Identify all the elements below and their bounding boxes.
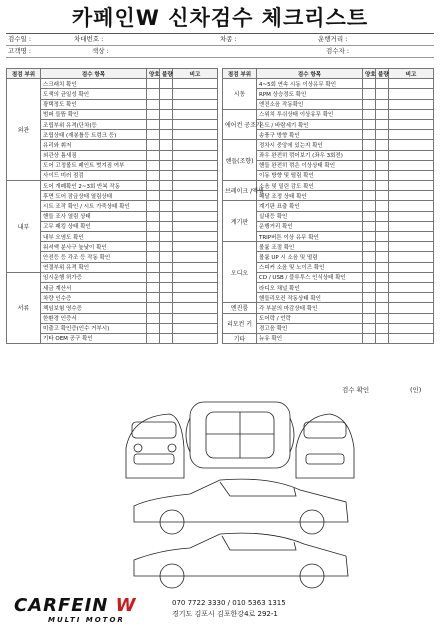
page-title: 카페인W 신차검수 체크리스트 xyxy=(71,6,369,30)
remarks-cell[interactable] xyxy=(173,160,218,170)
bad-checkbox[interactable] xyxy=(160,323,173,333)
check-item: 도색의 균일성 확인 xyxy=(41,89,147,99)
good-checkbox[interactable] xyxy=(363,181,376,191)
good-checkbox[interactable] xyxy=(363,109,376,119)
check-item: 도어 개폐확인 2~3회 반복 작동 xyxy=(41,181,147,191)
good-checkbox[interactable] xyxy=(147,272,160,282)
bad-checkbox[interactable] xyxy=(160,109,173,119)
good-checkbox[interactable] xyxy=(363,252,376,262)
check-item: 라디오 채널 확인 xyxy=(257,282,363,292)
remarks-cell[interactable] xyxy=(389,333,434,343)
bad-checkbox[interactable] xyxy=(376,323,389,333)
remarks-cell[interactable] xyxy=(389,323,434,333)
bad-checkbox[interactable] xyxy=(376,160,389,170)
bad-checkbox[interactable] xyxy=(160,140,173,150)
check-item: 스크래치 확인 xyxy=(41,79,147,89)
remarks-cell[interactable] xyxy=(173,282,218,292)
table-row xyxy=(7,272,218,282)
bad-checkbox[interactable] xyxy=(160,181,173,191)
remarks-cell[interactable] xyxy=(389,119,434,129)
info-row-1 xyxy=(6,34,434,46)
remarks-cell[interactable] xyxy=(173,181,218,191)
bad-checkbox[interactable] xyxy=(376,201,389,211)
right-header-row xyxy=(223,69,434,79)
good-checkbox[interactable] xyxy=(147,313,160,323)
check-item: 한환경 인증서 xyxy=(41,313,147,323)
check-item: 임시운행 허가증 xyxy=(41,272,147,282)
check-item: 각 부분의 마감상태 확인 xyxy=(257,303,363,313)
color-field[interactable]: 색상 : xyxy=(92,47,109,55)
check-item: 미출고 확인증(인수 거부시) xyxy=(41,323,147,333)
check-item: 엔진소음 작동확인 xyxy=(257,99,363,109)
customer-field[interactable]: 고객명 : xyxy=(8,47,32,55)
bad-checkbox[interactable] xyxy=(160,201,173,211)
left-header-row xyxy=(7,69,218,79)
bad-checkbox[interactable] xyxy=(160,191,173,201)
remarks-cell[interactable] xyxy=(389,221,434,231)
bad-checkbox[interactable] xyxy=(160,150,173,160)
phone-numbers: 070 7722 3330 / 010 5363 1315 xyxy=(172,599,286,607)
good-checkbox[interactable] xyxy=(147,150,160,160)
check-item: 페달 조정 상태 확인 xyxy=(257,191,363,201)
good-checkbox[interactable] xyxy=(147,303,160,313)
check-item: 유리와 휘저 xyxy=(41,140,147,150)
good-checkbox[interactable] xyxy=(147,181,160,191)
car-front-view xyxy=(126,414,184,478)
good-checkbox[interactable] xyxy=(363,130,376,140)
remarks-cell[interactable] xyxy=(173,323,218,333)
bad-checkbox[interactable] xyxy=(160,79,173,89)
remarks-cell[interactable] xyxy=(173,191,218,201)
remarks-cell[interactable] xyxy=(389,150,434,160)
bad-checkbox[interactable] xyxy=(376,109,389,119)
category-cell: 외관 xyxy=(7,79,41,181)
bad-checkbox[interactable] xyxy=(376,191,389,201)
check-item: 소음 및 밀린 감도 확인 xyxy=(257,181,363,191)
good-checkbox[interactable] xyxy=(363,150,376,160)
mileage-field[interactable]: 운행거리 : xyxy=(318,35,348,43)
good-checkbox[interactable] xyxy=(147,160,160,170)
bad-checkbox[interactable] xyxy=(160,221,173,231)
good-checkbox[interactable] xyxy=(363,333,376,343)
bad-checkbox[interactable] xyxy=(376,282,389,292)
check-item: 경고음 확인 xyxy=(257,323,363,333)
check-item: 핸들 조사 열림 상태 xyxy=(41,211,147,221)
inspection-date-field[interactable]: 검수일 : xyxy=(8,35,32,43)
check-item: 후면 도어 잠금상태 열림상태 xyxy=(41,191,147,201)
info-row-2 xyxy=(6,46,434,58)
right-header-2: 양호 xyxy=(363,69,376,79)
check-item: 고무 패킹 상태 확인 xyxy=(41,221,147,231)
remarks-cell[interactable] xyxy=(173,211,218,221)
category-cell: 오디오 xyxy=(223,242,257,303)
good-checkbox[interactable] xyxy=(363,293,376,303)
good-checkbox[interactable] xyxy=(147,201,160,211)
good-checkbox[interactable] xyxy=(147,89,160,99)
right-header-4: 비고 xyxy=(389,69,434,79)
bad-checkbox[interactable] xyxy=(160,252,173,262)
remarks-cell[interactable] xyxy=(389,242,434,252)
remarks-cell[interactable] xyxy=(173,89,218,99)
remarks-cell[interactable] xyxy=(389,201,434,211)
remarks-cell[interactable] xyxy=(389,181,434,191)
check-item: 4~5회 연속 시동 이상유무 확인 xyxy=(257,79,363,89)
good-checkbox[interactable] xyxy=(147,211,160,221)
remarks-cell[interactable] xyxy=(389,262,434,272)
bad-checkbox[interactable] xyxy=(160,211,173,221)
bad-checkbox[interactable] xyxy=(160,272,173,282)
check-item: 볼륨 조절 확인 xyxy=(257,242,363,252)
bad-checkbox[interactable] xyxy=(376,313,389,323)
good-checkbox[interactable] xyxy=(147,130,160,140)
check-item: 뉴유 확인 xyxy=(257,333,363,343)
bad-checkbox[interactable] xyxy=(376,333,389,343)
category-cell: 브레이크 /엑셀 xyxy=(223,181,257,201)
remarks-cell[interactable] xyxy=(173,201,218,211)
good-checkbox[interactable] xyxy=(147,282,160,292)
good-checkbox[interactable] xyxy=(363,232,376,242)
bad-checkbox[interactable] xyxy=(376,211,389,221)
check-item: 운행거리 확인 xyxy=(257,221,363,231)
good-checkbox[interactable] xyxy=(147,232,160,242)
category-cell: 리모컨 키 xyxy=(223,313,257,333)
model-field[interactable]: 차종 : xyxy=(220,35,237,43)
remarks-cell[interactable] xyxy=(173,130,218,140)
check-item: 온도 / 바람세기 확인 xyxy=(257,119,363,129)
remarks-cell[interactable] xyxy=(389,79,434,89)
right-checklist xyxy=(222,68,434,344)
check-item: 기타 OEM 공구 확인 xyxy=(41,333,147,343)
good-checkbox[interactable] xyxy=(147,170,160,180)
table-row xyxy=(223,242,434,252)
table-row xyxy=(223,181,434,191)
bad-checkbox[interactable] xyxy=(160,262,173,272)
bad-checkbox[interactable] xyxy=(376,99,389,109)
remarks-cell[interactable] xyxy=(389,109,434,119)
check-item: 볼륨 UP 시 소음 및 떨림 xyxy=(257,252,363,262)
table-row xyxy=(223,109,434,119)
bad-checkbox[interactable] xyxy=(160,303,173,313)
good-checkbox[interactable] xyxy=(363,160,376,170)
remarks-cell[interactable] xyxy=(173,232,218,242)
check-item: 외관상 틈새짐 xyxy=(41,150,147,160)
bad-checkbox[interactable] xyxy=(376,181,389,191)
check-item: 세금 계산서 xyxy=(41,282,147,292)
good-checkbox[interactable] xyxy=(363,282,376,292)
good-checkbox[interactable] xyxy=(363,170,376,180)
category-cell: 엔진룸 xyxy=(223,303,257,313)
good-checkbox[interactable] xyxy=(147,109,160,119)
table-row xyxy=(223,313,434,323)
table-row xyxy=(223,333,434,343)
check-item: 송풍구 방향 확인 xyxy=(257,130,363,140)
remarks-cell[interactable] xyxy=(389,191,434,201)
good-checkbox[interactable] xyxy=(147,99,160,109)
good-checkbox[interactable] xyxy=(363,191,376,201)
left-header-2: 양호 xyxy=(147,69,160,79)
remarks-cell[interactable] xyxy=(173,252,218,262)
bad-checkbox[interactable] xyxy=(376,262,389,272)
bad-checkbox[interactable] xyxy=(160,313,173,323)
bad-checkbox[interactable] xyxy=(160,130,173,140)
bad-checkbox[interactable] xyxy=(160,170,173,180)
check-item: RPM 상승정도 확인 xyxy=(257,89,363,99)
check-item: 범퍼 들뜸 확인 xyxy=(41,109,147,119)
check-item: 실내등 확인 xyxy=(257,211,363,221)
good-checkbox[interactable] xyxy=(363,221,376,231)
remarks-cell[interactable] xyxy=(173,221,218,231)
remarks-cell[interactable] xyxy=(173,333,218,343)
table-row xyxy=(223,303,434,313)
remarks-cell[interactable] xyxy=(389,99,434,109)
bad-checkbox[interactable] xyxy=(376,130,389,140)
table-row xyxy=(223,79,434,89)
remarks-cell[interactable] xyxy=(389,211,434,221)
contact-info xyxy=(172,598,286,619)
category-cell: 에어컨 공조기 xyxy=(223,109,257,140)
good-checkbox[interactable] xyxy=(147,140,160,150)
bad-checkbox[interactable] xyxy=(376,79,389,89)
remarks-cell[interactable] xyxy=(173,293,218,303)
car-rear-view xyxy=(296,414,354,478)
table-row xyxy=(7,181,218,191)
good-checkbox[interactable] xyxy=(363,119,376,129)
category-cell: 계기판 xyxy=(223,201,257,242)
bad-checkbox[interactable] xyxy=(376,232,389,242)
remarks-cell[interactable] xyxy=(173,119,218,129)
vehicle-info-form xyxy=(6,33,434,58)
bad-checkbox[interactable] xyxy=(376,140,389,150)
bad-checkbox[interactable] xyxy=(376,303,389,313)
car-top-view xyxy=(186,402,294,468)
car-side-view-top xyxy=(134,479,348,534)
good-checkbox[interactable] xyxy=(363,242,376,252)
good-checkbox[interactable] xyxy=(147,262,160,272)
remarks-cell[interactable] xyxy=(389,140,434,150)
check-item: 계기판 표출 확인 xyxy=(257,201,363,211)
remarks-cell[interactable] xyxy=(389,293,434,303)
good-checkbox[interactable] xyxy=(147,242,160,252)
good-checkbox[interactable] xyxy=(147,323,160,333)
left-header-0: 점검 부위 xyxy=(7,69,41,79)
bad-checkbox[interactable] xyxy=(160,333,173,343)
address: 경기도 김포시 김포한강4로 292-1 xyxy=(172,609,278,618)
remarks-cell[interactable] xyxy=(173,109,218,119)
good-checkbox[interactable] xyxy=(363,272,376,282)
inspector-field[interactable]: 검수자 : xyxy=(326,47,350,55)
good-checkbox[interactable] xyxy=(363,313,376,323)
remarks-cell[interactable] xyxy=(389,160,434,170)
category-cell: 시동 xyxy=(223,79,257,110)
category-cell: 서류 xyxy=(7,272,41,343)
car-side-view-bottom xyxy=(134,533,348,588)
category-cell: 기타 xyxy=(223,333,257,343)
good-checkbox[interactable] xyxy=(363,262,376,272)
good-checkbox[interactable] xyxy=(363,140,376,150)
remarks-cell[interactable] xyxy=(389,303,434,313)
left-checklist xyxy=(6,68,218,344)
check-item: 핸들 완전히 꺾은 이상상태 확인 xyxy=(257,160,363,170)
good-checkbox[interactable] xyxy=(363,79,376,89)
remarks-cell[interactable] xyxy=(173,272,218,282)
check-item: 도어 고정볼트 페인트 벗겨짐 여부 xyxy=(41,160,147,170)
remarks-cell[interactable] xyxy=(173,313,218,323)
check-item: 스위치 투쉬상태 이상유무 확인 xyxy=(257,109,363,119)
bad-checkbox[interactable] xyxy=(376,252,389,262)
good-checkbox[interactable] xyxy=(147,293,160,303)
good-checkbox[interactable] xyxy=(363,323,376,333)
bad-checkbox[interactable] xyxy=(160,119,173,129)
check-item: TRIP버튼 이상 유무 확인 xyxy=(257,232,363,242)
good-checkbox[interactable] xyxy=(147,333,160,343)
inspection-confirm-label: 검수 확인 xyxy=(342,386,370,394)
check-item: 워셔액 분사구 높낮이 확인 xyxy=(41,242,147,252)
check-item: 이동 방향 및 떨림 확인 xyxy=(257,170,363,180)
remarks-cell[interactable] xyxy=(173,150,218,160)
bad-checkbox[interactable] xyxy=(376,170,389,180)
check-item: 사이드 미러 점검 xyxy=(41,170,147,180)
remarks-cell[interactable] xyxy=(389,282,434,292)
check-item: 차량 인수증 xyxy=(41,293,147,303)
check-item: 내부 오염도 확인 xyxy=(41,232,147,242)
bad-checkbox[interactable] xyxy=(376,119,389,129)
good-checkbox[interactable] xyxy=(363,89,376,99)
remarks-cell[interactable] xyxy=(389,89,434,99)
bad-checkbox[interactable] xyxy=(160,160,173,170)
check-item: 스피커 소음 및 노이즈 확인 xyxy=(257,262,363,272)
remarks-cell[interactable] xyxy=(389,272,434,282)
good-checkbox[interactable] xyxy=(147,252,160,262)
car-diagram xyxy=(120,398,360,590)
category-cell: 내부 xyxy=(7,181,41,273)
bad-checkbox[interactable] xyxy=(376,150,389,160)
left-header-4: 비고 xyxy=(173,69,218,79)
remarks-cell[interactable] xyxy=(173,262,218,272)
good-checkbox[interactable] xyxy=(363,99,376,109)
table-row xyxy=(223,201,434,211)
check-item: 안전등 등 각조 등 작동 확인 xyxy=(41,252,147,262)
remarks-cell[interactable] xyxy=(389,232,434,242)
remarks-cell[interactable] xyxy=(173,99,218,109)
good-checkbox[interactable] xyxy=(147,119,160,129)
vin-field[interactable]: 차대번호 : xyxy=(74,35,104,43)
check-item: 책임보험 영수증 xyxy=(41,303,147,313)
carfein-logo: CARFEIN W MULTI MOTOR xyxy=(14,595,137,624)
good-checkbox[interactable] xyxy=(363,201,376,211)
bad-checkbox[interactable] xyxy=(376,272,389,282)
table-row xyxy=(7,79,218,89)
remarks-cell[interactable] xyxy=(389,252,434,262)
left-header-1: 검수 항목 xyxy=(41,69,147,79)
bad-checkbox[interactable] xyxy=(160,232,173,242)
check-item: 도어락 / 언락 xyxy=(257,313,363,323)
check-item: 정차시 중앙에 있는지 확인 xyxy=(257,140,363,150)
remarks-cell[interactable] xyxy=(389,130,434,140)
bad-checkbox[interactable] xyxy=(160,242,173,252)
good-checkbox[interactable] xyxy=(147,191,160,201)
check-item: 시트 조작 확인 / 시트 가죽상태 확인 xyxy=(41,201,147,211)
remarks-cell[interactable] xyxy=(173,140,218,150)
category-cell: 핸들(조향) xyxy=(223,140,257,181)
check-item: 핸들리모컨 작동상태 확인 xyxy=(257,293,363,303)
seal-mark: (인) xyxy=(410,386,422,394)
check-item: 좌우 완전히 꺾어보기 (좌우 3회전) xyxy=(257,150,363,160)
remarks-cell[interactable] xyxy=(173,170,218,180)
remarks-cell[interactable] xyxy=(173,242,218,252)
table-row xyxy=(223,140,434,150)
remarks-cell[interactable] xyxy=(389,313,434,323)
left-header-3: 불량 xyxy=(160,69,173,79)
bad-checkbox[interactable] xyxy=(376,221,389,231)
bad-checkbox[interactable] xyxy=(160,293,173,303)
remarks-cell[interactable] xyxy=(173,79,218,89)
bad-checkbox[interactable] xyxy=(376,89,389,99)
good-checkbox[interactable] xyxy=(363,303,376,313)
right-header-0: 점검 부위 xyxy=(223,69,257,79)
good-checkbox[interactable] xyxy=(147,79,160,89)
right-header-1: 검수 항목 xyxy=(257,69,363,79)
check-item: CD / USB / 블루투스 인식상태 확인 xyxy=(257,272,363,282)
check-item: 광택정도 확인 xyxy=(41,99,147,109)
right-header-3: 불량 xyxy=(376,69,389,79)
bad-checkbox[interactable] xyxy=(160,99,173,109)
bad-checkbox[interactable] xyxy=(376,293,389,303)
bad-checkbox[interactable] xyxy=(160,282,173,292)
bad-checkbox[interactable] xyxy=(160,89,173,99)
remarks-cell[interactable] xyxy=(173,303,218,313)
good-checkbox[interactable] xyxy=(147,221,160,231)
bad-checkbox[interactable] xyxy=(376,242,389,252)
check-item: 연결부위 유격 확인 xyxy=(41,262,147,272)
good-checkbox[interactable] xyxy=(363,211,376,221)
check-item: 조립상태 (재봉틀등 트렁크 등) xyxy=(41,130,147,140)
check-item: 조립부위 유격(단차)등 xyxy=(41,119,147,129)
remarks-cell[interactable] xyxy=(389,170,434,180)
